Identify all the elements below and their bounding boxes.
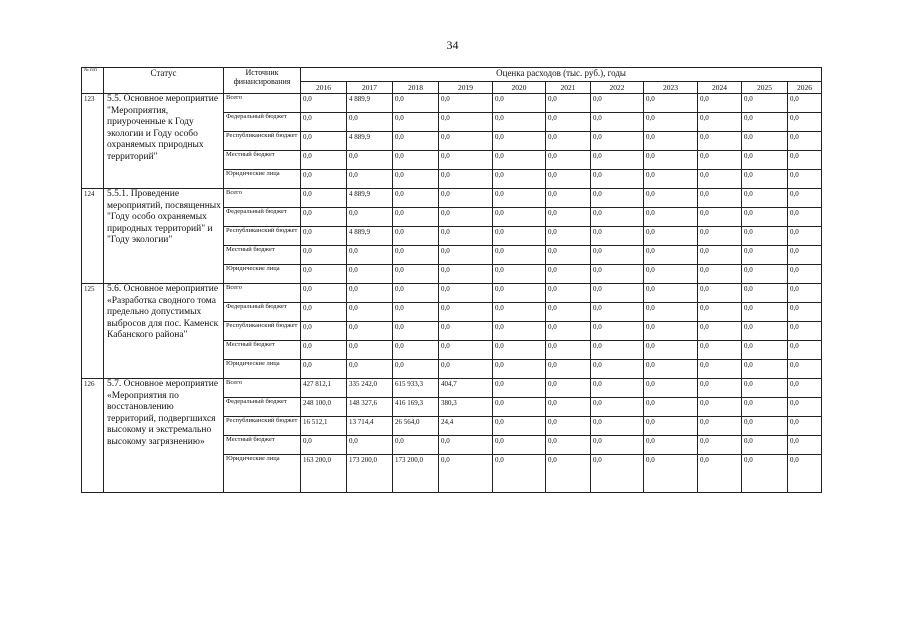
value-cell: 0,0 (698, 208, 742, 227)
value-cell: 0,0 (493, 208, 546, 227)
value-cell: 0,0 (591, 170, 644, 189)
status-cell: 5.6. Основное мероприятие «Разработка сводного тома предельно допустимых выбросов для пос. Каменск Кабанского района" (104, 284, 224, 379)
value-cell: 0,0 (493, 455, 546, 493)
value-cell: 0,0 (742, 284, 788, 303)
funding-source-cell: Всего (224, 189, 301, 208)
value-cell: 0,0 (591, 417, 644, 436)
value-cell: 0,0 (742, 227, 788, 246)
value-cell: 0,0 (742, 132, 788, 151)
header-status: Статус (104, 68, 224, 94)
value-cell: 0,0 (788, 379, 822, 398)
value-cell: 0,0 (493, 303, 546, 322)
value-cell: 0,0 (698, 417, 742, 436)
value-cell: 0,0 (591, 246, 644, 265)
funding-source-cell: Республиканский бюджет (224, 417, 301, 436)
value-cell: 0,0 (788, 94, 822, 113)
value-cell: 0,0 (591, 322, 644, 341)
header-year: 2020 (493, 82, 546, 94)
value-cell: 404,7 (439, 379, 493, 398)
value-cell: 0,0 (493, 284, 546, 303)
value-cell: 0,0 (591, 94, 644, 113)
value-cell: 0,0 (301, 360, 347, 379)
value-cell: 0,0 (393, 189, 439, 208)
table-row (82, 284, 822, 303)
value-cell: 0,0 (644, 360, 698, 379)
value-cell: 0,0 (742, 436, 788, 455)
value-cell: 0,0 (546, 303, 591, 322)
value-cell: 0,0 (493, 132, 546, 151)
value-cell: 0,0 (591, 398, 644, 417)
header-year: 2021 (546, 82, 591, 94)
value-cell: 0,0 (788, 189, 822, 208)
value-cell: 0,0 (493, 398, 546, 417)
value-cell: 0,0 (591, 436, 644, 455)
value-cell: 0,0 (393, 151, 439, 170)
value-cell: 0,0 (439, 94, 493, 113)
funding-source-cell: Федеральный бюджет (224, 303, 301, 322)
value-cell: 0,0 (788, 113, 822, 132)
value-cell: 0,0 (347, 265, 393, 284)
value-cell: 0,0 (347, 151, 393, 170)
value-cell: 0,0 (393, 132, 439, 151)
funding-source-cell: Республиканский бюджет (224, 322, 301, 341)
value-cell: 4 889,9 (347, 227, 393, 246)
value-cell: 0,0 (742, 208, 788, 227)
value-cell: 0,0 (591, 265, 644, 284)
header-year: 2018 (393, 82, 439, 94)
value-cell: 0,0 (644, 284, 698, 303)
value-cell: 0,0 (493, 265, 546, 284)
header-year: 2025 (742, 82, 788, 94)
value-cell: 0,0 (788, 284, 822, 303)
value-cell: 0,0 (439, 455, 493, 493)
value-cell: 0,0 (644, 455, 698, 493)
value-cell: 0,0 (393, 284, 439, 303)
value-cell: 0,0 (301, 189, 347, 208)
value-cell: 0,0 (644, 322, 698, 341)
value-cell: 0,0 (546, 341, 591, 360)
value-cell: 0,0 (788, 227, 822, 246)
row-number: 124 (82, 189, 104, 284)
value-cell: 16 512,1 (301, 417, 347, 436)
header-source: Источник финансирования (224, 68, 301, 94)
value-cell: 13 714,4 (347, 417, 393, 436)
value-cell: 0,0 (493, 189, 546, 208)
value-cell: 0,0 (644, 208, 698, 227)
value-cell: 0,0 (301, 341, 347, 360)
value-cell: 0,0 (698, 265, 742, 284)
value-cell: 0,0 (301, 303, 347, 322)
value-cell: 0,0 (788, 132, 822, 151)
value-cell: 0,0 (546, 379, 591, 398)
value-cell: 0,0 (301, 227, 347, 246)
header-year: 2016 (301, 82, 347, 94)
value-cell: 4 889,9 (347, 132, 393, 151)
value-cell: 0,0 (788, 303, 822, 322)
header-year: 2023 (644, 82, 698, 94)
value-cell: 0,0 (393, 246, 439, 265)
value-cell: 0,0 (393, 227, 439, 246)
value-cell: 416 169,3 (393, 398, 439, 417)
value-cell: 0,0 (347, 360, 393, 379)
value-cell: 0,0 (546, 398, 591, 417)
value-cell: 0,0 (698, 360, 742, 379)
value-cell: 0,0 (393, 436, 439, 455)
value-cell: 0,0 (644, 151, 698, 170)
row-number: 123 (82, 94, 104, 189)
funding-source-cell: Всего (224, 284, 301, 303)
value-cell: 0,0 (698, 94, 742, 113)
table-row (82, 94, 822, 113)
value-cell: 0,0 (591, 227, 644, 246)
value-cell: 0,0 (439, 303, 493, 322)
value-cell: 615 933,3 (393, 379, 439, 398)
value-cell: 0,0 (591, 284, 644, 303)
value-cell: 0,0 (742, 417, 788, 436)
value-cell: 0,0 (591, 379, 644, 398)
value-cell: 0,0 (788, 398, 822, 417)
value-cell: 0,0 (698, 284, 742, 303)
value-cell: 0,0 (347, 303, 393, 322)
value-cell: 427 812,1 (301, 379, 347, 398)
value-cell: 0,0 (546, 246, 591, 265)
value-cell: 0,0 (644, 341, 698, 360)
value-cell: 0,0 (493, 246, 546, 265)
header-year: 2022 (591, 82, 644, 94)
status-cell: 5.5. Основное мероприятие "Мероприятия, приуроченные к Году экологии и Году особо охраняемых природных территорий" (104, 94, 224, 189)
expenditure-table (81, 67, 822, 493)
value-cell: 0,0 (546, 284, 591, 303)
value-cell: 0,0 (698, 189, 742, 208)
value-cell: 0,0 (546, 322, 591, 341)
value-cell: 0,0 (546, 189, 591, 208)
value-cell: 4 889,9 (347, 94, 393, 113)
funding-source-cell: Федеральный бюджет (224, 398, 301, 417)
value-cell: 0,0 (493, 341, 546, 360)
value-cell: 0,0 (439, 341, 493, 360)
value-cell: 0,0 (698, 322, 742, 341)
value-cell: 0,0 (439, 170, 493, 189)
value-cell: 0,0 (493, 151, 546, 170)
value-cell: 0,0 (742, 398, 788, 417)
row-number: 126 (82, 379, 104, 493)
table-body (82, 94, 822, 493)
value-cell: 0,0 (742, 151, 788, 170)
value-cell: 0,0 (493, 227, 546, 246)
funding-source-cell: Всего (224, 379, 301, 398)
value-cell: 0,0 (301, 94, 347, 113)
value-cell: 0,0 (644, 436, 698, 455)
value-cell: 0,0 (393, 113, 439, 132)
value-cell: 0,0 (546, 113, 591, 132)
value-cell: 0,0 (742, 170, 788, 189)
value-cell: 0,0 (788, 265, 822, 284)
value-cell: 0,0 (788, 208, 822, 227)
value-cell: 0,0 (439, 436, 493, 455)
value-cell: 0,0 (698, 436, 742, 455)
value-cell: 0,0 (493, 170, 546, 189)
value-cell: 0,0 (742, 113, 788, 132)
value-cell: 0,0 (698, 341, 742, 360)
value-cell: 0,0 (439, 189, 493, 208)
value-cell: 0,0 (546, 151, 591, 170)
value-cell: 0,0 (591, 132, 644, 151)
value-cell: 0,0 (301, 265, 347, 284)
header-estimate: Оценка расходов (тыс. руб.), годы (301, 68, 822, 82)
value-cell: 26 564,0 (393, 417, 439, 436)
value-cell: 0,0 (698, 227, 742, 246)
value-cell: 0,0 (493, 113, 546, 132)
value-cell: 0,0 (347, 322, 393, 341)
value-cell: 0,0 (546, 417, 591, 436)
value-cell: 0,0 (301, 151, 347, 170)
value-cell: 0,0 (347, 436, 393, 455)
value-cell: 0,0 (439, 227, 493, 246)
value-cell: 0,0 (644, 265, 698, 284)
header-year: 2024 (698, 82, 742, 94)
value-cell: 0,0 (439, 322, 493, 341)
value-cell: 0,0 (788, 151, 822, 170)
value-cell: 0,0 (439, 246, 493, 265)
value-cell: 0,0 (742, 322, 788, 341)
value-cell: 0,0 (742, 360, 788, 379)
value-cell: 173 200,0 (347, 455, 393, 493)
value-cell: 0,0 (788, 360, 822, 379)
value-cell: 0,0 (393, 341, 439, 360)
value-cell: 0,0 (546, 132, 591, 151)
table-row (82, 189, 822, 208)
value-cell: 0,0 (788, 341, 822, 360)
value-cell: 0,0 (591, 113, 644, 132)
value-cell: 0,0 (698, 398, 742, 417)
value-cell: 0,0 (698, 151, 742, 170)
value-cell: 0,0 (546, 227, 591, 246)
value-cell: 24,4 (439, 417, 493, 436)
value-cell: 248 100,0 (301, 398, 347, 417)
value-cell: 0,0 (591, 360, 644, 379)
value-cell: 0,0 (644, 170, 698, 189)
value-cell: 0,0 (347, 341, 393, 360)
value-cell: 0,0 (347, 246, 393, 265)
value-cell: 173 200,0 (393, 455, 439, 493)
value-cell: 0,0 (788, 322, 822, 341)
value-cell: 0,0 (644, 398, 698, 417)
value-cell: 0,0 (393, 265, 439, 284)
value-cell: 0,0 (644, 227, 698, 246)
value-cell: 0,0 (742, 455, 788, 493)
funding-source-cell: Местный бюджет (224, 436, 301, 455)
value-cell: 0,0 (301, 132, 347, 151)
funding-source-cell: Федеральный бюджет (224, 208, 301, 227)
page-number: 34 (446, 38, 459, 52)
value-cell: 0,0 (301, 246, 347, 265)
value-cell: 0,0 (546, 208, 591, 227)
funding-source-cell: Федеральный бюджет (224, 113, 301, 132)
value-cell: 0,0 (788, 455, 822, 493)
header-year: 2019 (439, 82, 493, 94)
value-cell: 0,0 (644, 246, 698, 265)
funding-source-cell: Юридические лица (224, 170, 301, 189)
value-cell: 0,0 (493, 436, 546, 455)
value-cell: 0,0 (393, 322, 439, 341)
value-cell: 0,0 (393, 208, 439, 227)
funding-source-cell: Местный бюджет (224, 341, 301, 360)
value-cell: 0,0 (591, 455, 644, 493)
value-cell: 0,0 (347, 113, 393, 132)
value-cell: 0,0 (546, 360, 591, 379)
row-number: 125 (82, 284, 104, 379)
value-cell: 0,0 (393, 360, 439, 379)
value-cell: 0,0 (742, 303, 788, 322)
value-cell: 0,0 (439, 113, 493, 132)
value-cell: 0,0 (546, 94, 591, 113)
value-cell: 0,0 (439, 360, 493, 379)
value-cell: 0,0 (347, 170, 393, 189)
value-cell: 0,0 (546, 455, 591, 493)
value-cell: 0,0 (439, 208, 493, 227)
value-cell: 0,0 (439, 132, 493, 151)
value-cell: 0,0 (644, 113, 698, 132)
value-cell: 0,0 (546, 265, 591, 284)
funding-source-cell: Местный бюджет (224, 151, 301, 170)
value-cell: 0,0 (546, 436, 591, 455)
value-cell: 0,0 (591, 151, 644, 170)
value-cell: 0,0 (698, 246, 742, 265)
funding-source-cell: Местный бюджет (224, 246, 301, 265)
value-cell: 0,0 (393, 170, 439, 189)
value-cell: 0,0 (644, 132, 698, 151)
value-cell: 0,0 (698, 113, 742, 132)
funding-source-cell: Республиканский бюджет (224, 132, 301, 151)
value-cell: 0,0 (788, 436, 822, 455)
header-num: № п/п (82, 68, 104, 94)
value-cell: 0,0 (393, 303, 439, 322)
status-cell: 5.7. Основное мероприятие «Мероприятия по восстановлению территорий, подвергшихся высокому и экстремально высокому загрязнению» (104, 379, 224, 493)
value-cell: 0,0 (393, 94, 439, 113)
value-cell: 0,0 (493, 360, 546, 379)
funding-source-cell: Всего (224, 94, 301, 113)
value-cell: 0,0 (301, 322, 347, 341)
value-cell: 0,0 (347, 208, 393, 227)
value-cell: 0,0 (493, 322, 546, 341)
status-cell: 5.5.1. Проведение мероприятий, посвященных "Году особо охраняемых природных территорий" и "Году экологии" (104, 189, 224, 284)
value-cell: 0,0 (698, 170, 742, 189)
value-cell: 0,0 (301, 113, 347, 132)
value-cell: 0,0 (439, 151, 493, 170)
value-cell: 0,0 (546, 170, 591, 189)
funding-source-cell: Республиканский бюджет (224, 227, 301, 246)
value-cell: 0,0 (742, 341, 788, 360)
value-cell: 0,0 (301, 208, 347, 227)
value-cell: 0,0 (742, 265, 788, 284)
value-cell: 0,0 (698, 132, 742, 151)
value-cell: 0,0 (644, 417, 698, 436)
value-cell: 335 242,0 (347, 379, 393, 398)
value-cell: 0,0 (301, 436, 347, 455)
funding-source-cell: Юридические лица (224, 265, 301, 284)
value-cell: 0,0 (591, 208, 644, 227)
value-cell: 0,0 (788, 417, 822, 436)
value-cell: 0,0 (742, 246, 788, 265)
header-year: 2026 (788, 82, 822, 94)
value-cell: 380,3 (439, 398, 493, 417)
value-cell: 0,0 (698, 455, 742, 493)
value-cell: 0,0 (301, 284, 347, 303)
funding-source-cell: Юридические лица (224, 455, 301, 493)
value-cell: 4 889,9 (347, 189, 393, 208)
value-cell: 0,0 (644, 379, 698, 398)
value-cell: 163 200,0 (301, 455, 347, 493)
header-year: 2017 (347, 82, 393, 94)
table-row (82, 379, 822, 398)
value-cell: 0,0 (493, 379, 546, 398)
value-cell: 0,0 (591, 189, 644, 208)
funding-source-cell: Юридические лица (224, 360, 301, 379)
value-cell: 0,0 (698, 379, 742, 398)
value-cell: 0,0 (788, 170, 822, 189)
value-cell: 0,0 (493, 417, 546, 436)
value-cell: 0,0 (439, 284, 493, 303)
value-cell: 0,0 (493, 94, 546, 113)
value-cell: 0,0 (788, 246, 822, 265)
value-cell: 0,0 (742, 189, 788, 208)
value-cell: 148 327,6 (347, 398, 393, 417)
value-cell: 0,0 (644, 94, 698, 113)
value-cell: 0,0 (439, 265, 493, 284)
value-cell: 0,0 (301, 170, 347, 189)
value-cell: 0,0 (644, 189, 698, 208)
value-cell: 0,0 (347, 284, 393, 303)
value-cell: 0,0 (591, 303, 644, 322)
value-cell: 0,0 (644, 303, 698, 322)
value-cell: 0,0 (742, 94, 788, 113)
value-cell: 0,0 (742, 379, 788, 398)
value-cell: 0,0 (591, 341, 644, 360)
value-cell: 0,0 (698, 303, 742, 322)
